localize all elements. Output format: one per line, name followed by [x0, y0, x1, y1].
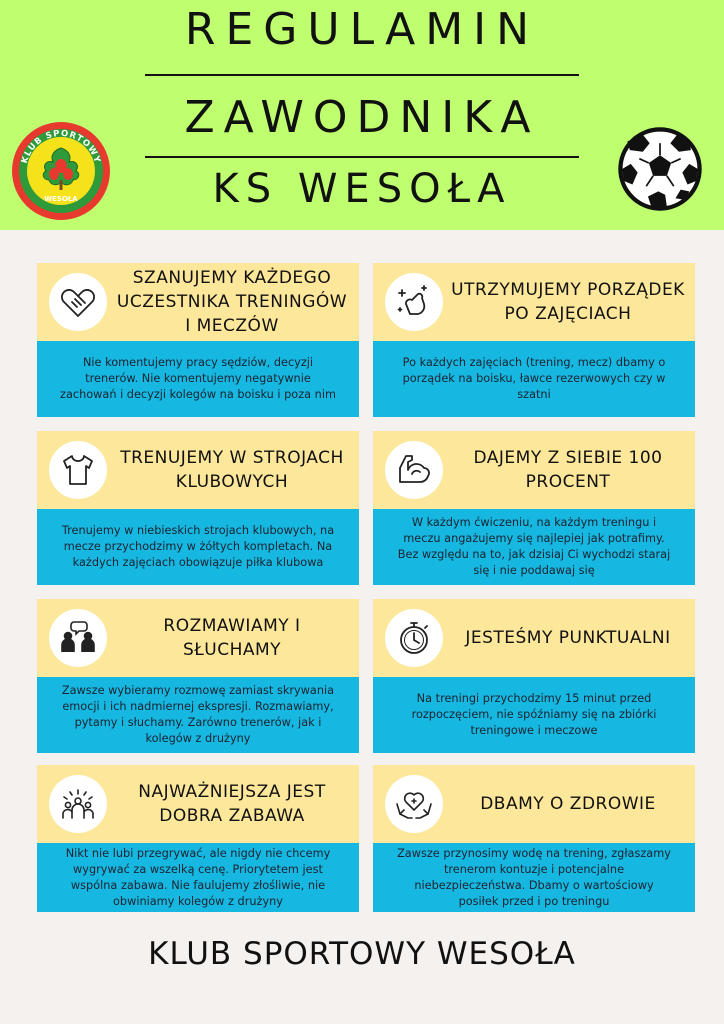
icon-badge: [385, 609, 443, 667]
title-divider-1: [145, 74, 579, 76]
rule-description: Na treningi przychodzimy 15 minut przed rozpoczęciem, nie spóźniamy się na zbiórki treningowe i meczowe: [373, 677, 695, 753]
rule-title: NAJWAŻNIEJSZA JEST DOBRA ZABAWA: [138, 782, 326, 826]
rule-card-header: [373, 599, 695, 677]
rule-description: Nikt nie lubi przegrywać, ale nigdy nie chcemy wygrywać za wszelką cenę. Priorytetem jest wspólna zabawa. Nie faulujemy złośliwie, nie obwiniamy kolegów z drużyny: [37, 843, 359, 912]
conversation-icon: [58, 618, 98, 658]
rule-title: JESTEŚMY PUNKTUALNI: [465, 628, 671, 648]
rule-title: SZANUJEMY KAŻDEGO UCZESTNIKA TRENINGÓW I MECZÓW: [116, 268, 348, 336]
celebration-icon: [58, 784, 98, 824]
title-line-1: REGULAMIN: [184, 4, 540, 55]
rule-title: DBAMY O ZDROWIE: [480, 794, 656, 814]
tshirt-icon: [58, 450, 98, 490]
rule-card-header: [373, 263, 695, 341]
icon-badge: [385, 775, 443, 833]
rule-card-header: [37, 765, 359, 843]
rule-description: Zawsze przynosimy wodę na trening, zgłaszamy trenerom kontuzje i potencjalne niebezpieczeństwa. Dbamy o wartościowy posiłek przed i po treningu: [373, 843, 695, 912]
rule-description: Trenujemy w niebieskich strojach klubowych, na mecze przychodzimy w żółtych kompletach. Na każdych zajęciach obowiązuje piłka klubowa: [37, 509, 359, 585]
icon-badge: [385, 441, 443, 499]
icon-badge: [49, 609, 107, 667]
rule-card-header: [373, 765, 695, 843]
rule-card-header: [37, 599, 359, 677]
title-line-2: ZAWODNIKA: [184, 92, 540, 143]
rule-description: Nie komentujemy pracy sędziów, decyzji trenerów. Nie komentujemy negatywnie zachowań i decyzji kolegów na boisku i poza nim: [37, 341, 359, 417]
rule-card-fun: [37, 765, 359, 912]
rule-card-health: [373, 765, 695, 912]
title-divider-2: [145, 156, 579, 158]
rule-card-order: [373, 263, 695, 417]
logo-text-top: KLUB SPORTOWY: [19, 128, 103, 165]
rule-title: DAJEMY Z SIEBIE 100 PROCENT: [473, 448, 663, 492]
cleaning-icon: [394, 282, 434, 322]
rule-card-effort: [373, 431, 695, 585]
rule-title: ROZMAWIAMY I SŁUCHAMY: [163, 616, 301, 660]
icon-badge: [49, 775, 107, 833]
handshake-icon: [58, 282, 98, 322]
rule-title: UTRZYMUJEMY PORZĄDEK PO ZAJĘCIACH: [451, 280, 685, 324]
club-logo: [10, 120, 112, 222]
rule-description: W każdym ćwiczeniu, na każdym treningu i meczu angażujemy się najlepiej jak potrafimy. Bez względu na to, jak dzisiaj Ci wychodzi staraj się i nie poddawaj się: [373, 509, 695, 585]
header-banner: [0, 0, 724, 230]
title-line-3: KS WESOŁA: [212, 166, 512, 212]
rule-title: TRENUJEMY W STROJACH KLUBOWYCH: [120, 448, 344, 492]
rule-card-respect: [37, 263, 359, 417]
icon-badge: [49, 273, 107, 331]
health-icon: [394, 784, 434, 824]
rule-card-header: [37, 431, 359, 509]
rule-description: Po każdych zajęciach (trening, mecz) dbamy o porządek na boisku, ławce rezerwowych czy w szatni: [373, 341, 695, 417]
logo-text-bottom: WESOŁA: [44, 195, 78, 203]
rule-card-header: [37, 263, 359, 341]
rule-card-communication: [37, 599, 359, 753]
rule-card-kit: [37, 431, 359, 585]
stopwatch-icon: [394, 618, 434, 658]
soccer-ball-icon: [617, 126, 703, 212]
icon-badge: [49, 441, 107, 499]
rule-card-punctuality: [373, 599, 695, 753]
rule-description: Zawsze wybieramy rozmowę zamiast skrywania emocji i ich nadmiernej ekspresji. Rozmawiamy, pytamy i słuchamy. Zarówno trenerów, jak i kolegów z drużyny: [37, 677, 359, 753]
rule-card-header: [373, 431, 695, 509]
bicep-icon: [394, 450, 434, 490]
footer-club-name: KLUB SPORTOWY WESOŁA: [148, 936, 576, 972]
icon-badge: [385, 273, 443, 331]
